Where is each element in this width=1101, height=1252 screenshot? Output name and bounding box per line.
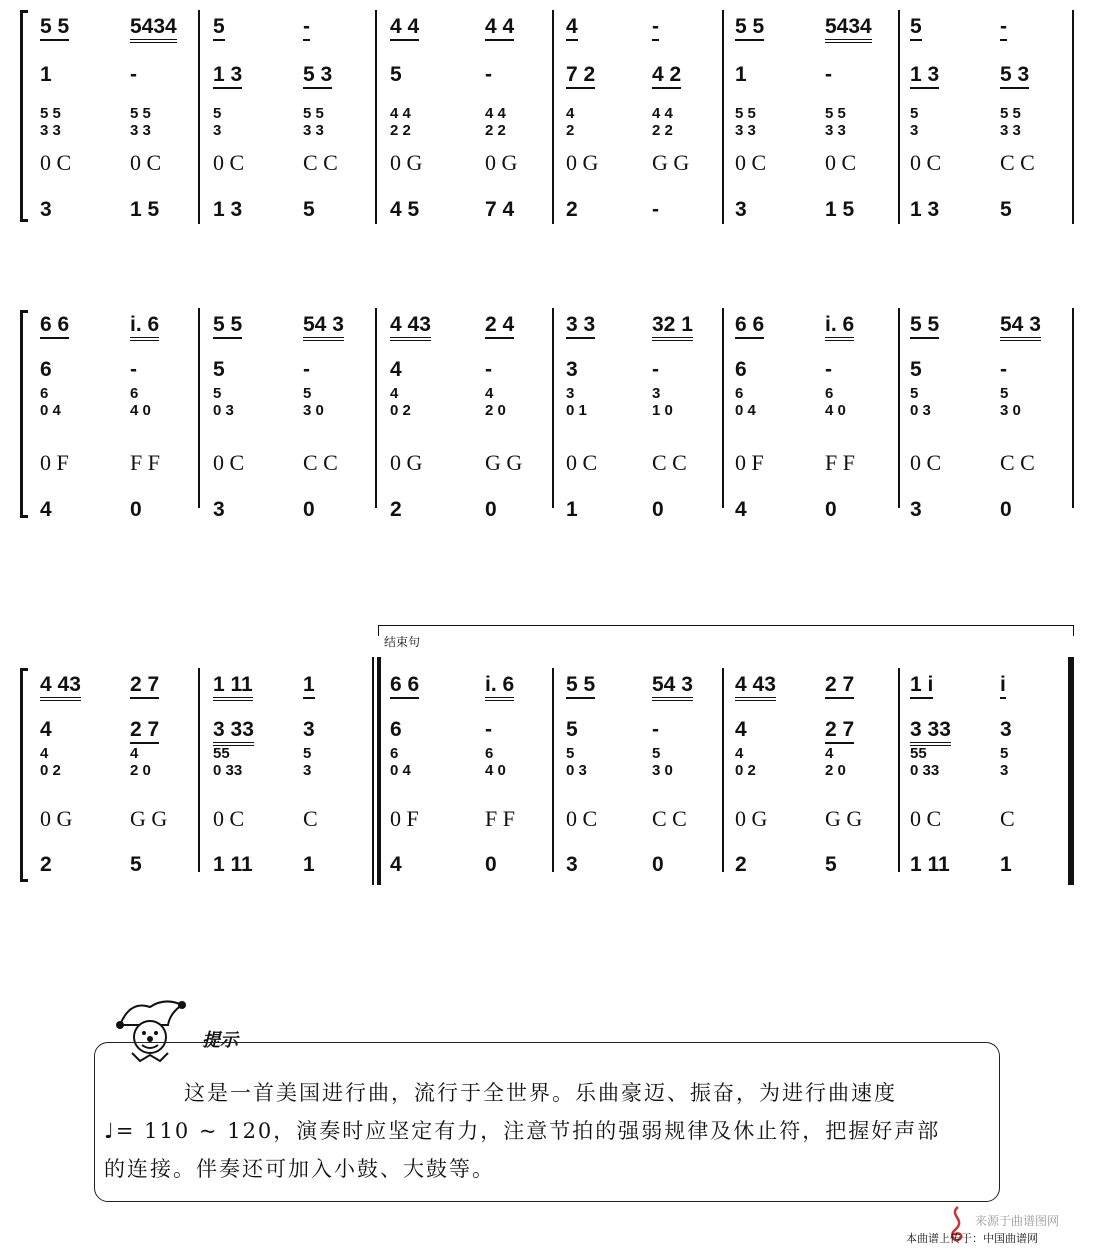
score-cell: C C — [1000, 450, 1035, 475]
score-cell: 4 — [735, 498, 747, 521]
score-cell: 4 4 2 2 — [390, 105, 411, 139]
score-cell: 3 — [1000, 718, 1012, 741]
score-cell: 2 — [390, 498, 402, 521]
score-cell: 4 — [735, 718, 747, 741]
score-cell: - — [303, 358, 310, 381]
score-cell: 0 F — [40, 450, 69, 475]
score-cell: 4 2 — [566, 105, 575, 139]
score-cell: 0 G — [566, 150, 599, 175]
score-cell: F F — [130, 450, 160, 475]
score-cell: 5 0 3 — [566, 745, 587, 779]
score-cell: 5 5 3 3 — [1000, 105, 1021, 139]
score-cell: 6 — [390, 718, 402, 741]
score-cell: 5 5 — [40, 15, 69, 41]
score-cell: 6 — [735, 358, 747, 381]
score-cell: 6 4 0 — [485, 745, 506, 779]
score-cell: 4 — [40, 498, 52, 521]
score-cell: 5 3 — [303, 745, 312, 779]
score-cell: 3 33 — [910, 718, 951, 746]
score-cell: 2 7 — [825, 718, 854, 744]
score-cell: 5434 — [130, 15, 177, 43]
score-cell: 4 2 — [652, 63, 681, 89]
score-cell: 1 3 — [213, 198, 243, 221]
score-cell: 4 2 0 — [825, 745, 846, 779]
score-cell: 3 — [566, 358, 578, 381]
score-cell: 5 5 3 3 — [303, 105, 324, 139]
score-cell: 3 1 0 — [652, 385, 673, 419]
score-cell: - — [130, 358, 137, 381]
score-cell: 0 — [485, 498, 497, 521]
score-cell: 1 11 — [910, 853, 950, 876]
score-cell: - — [1000, 358, 1007, 381]
watermark-text: 来源于曲谱图网 — [975, 1214, 1060, 1228]
score-cell: 5 — [825, 853, 837, 876]
score-cell: 1 11 — [213, 853, 253, 876]
score-cell: - — [825, 63, 832, 86]
score-cell: 0 — [130, 498, 142, 521]
score-cell: 0 — [485, 853, 497, 876]
score-cell: 1 3 — [910, 63, 939, 89]
barline — [375, 308, 377, 508]
score-cell: 5 3 — [1000, 745, 1009, 779]
score-cell: 0 C — [910, 806, 942, 831]
score-cell: 3 3 — [566, 313, 595, 339]
barline — [722, 10, 724, 224]
score-cell: 0 C — [130, 150, 162, 175]
score-cell: 3 — [40, 198, 52, 221]
score-cell: 1 11 — [213, 673, 253, 701]
score-cell: 5 5 3 3 — [130, 105, 151, 139]
score-cell: 0 C — [566, 450, 598, 475]
score-cell: 1 — [566, 498, 578, 521]
score-cell: 5 3 — [213, 105, 222, 139]
score-cell: 5 5 — [566, 673, 595, 699]
score-cell: 4 — [390, 358, 402, 381]
repeat-barline — [363, 657, 383, 885]
score-cell: - — [1000, 15, 1007, 41]
score-cell: 0 C — [825, 150, 857, 175]
score-cell: 4 5 — [390, 198, 420, 221]
score-cell: 0 G — [390, 450, 423, 475]
score-cell: i. 6 — [825, 313, 854, 341]
score-cell: i. 6 — [130, 313, 159, 341]
tip-line: ♩= 110 ~ 120，演奏时应坚定有力，注意节拍的强弱规律及休止符，把握好声部 — [104, 1119, 941, 1143]
score-cell: 55 0 33 — [213, 745, 243, 779]
score-cell: C C — [652, 806, 687, 831]
score-cell: 0 F — [735, 450, 764, 475]
score-cell: 54 3 — [1000, 313, 1041, 341]
barline — [722, 308, 724, 508]
score-cell: 5 — [130, 853, 142, 876]
score-cell: 4 43 — [390, 313, 431, 341]
final-barline — [1068, 657, 1074, 885]
score-cell: 5 — [213, 15, 225, 41]
score-cell: 6 0 4 — [40, 385, 61, 419]
score-cell: 6 6 — [735, 313, 764, 339]
score-cell: 5 0 3 — [213, 385, 234, 419]
score-cell: 4 2 0 — [485, 385, 506, 419]
system-bracket — [20, 668, 29, 882]
score-cell: 5 5 3 3 — [825, 105, 846, 139]
score-cell: 7 2 — [566, 63, 595, 89]
system-bracket — [20, 310, 29, 518]
score-cell: G G — [825, 806, 863, 831]
score-cell: 2 — [735, 853, 747, 876]
score-cell: 5434 — [825, 15, 872, 43]
tip-line: 这是一首美国进行曲，流行于全世界。乐曲豪迈、振奋，为进行曲速度 — [184, 1081, 897, 1105]
score-cell: C C — [1000, 150, 1035, 175]
footer-credit: 本曲谱上传于：中国曲谱网 — [906, 1233, 1038, 1245]
barline — [198, 668, 200, 872]
score-cell: - — [485, 358, 492, 381]
barline — [898, 10, 900, 224]
score-cell: G G — [652, 150, 690, 175]
tip-line: 的连接。伴奏还可加入小鼓、大鼓等。 — [104, 1157, 495, 1181]
score-cell: - — [652, 358, 659, 381]
score-cell: 2 7 — [130, 718, 159, 744]
score-cell: - — [485, 63, 492, 86]
score-cell: F F — [485, 806, 515, 831]
tip-title: 提示 — [202, 1030, 238, 1050]
score-cell: 0 — [652, 498, 664, 521]
score-cell: 5 — [566, 718, 578, 741]
score-cell: 55 0 33 — [910, 745, 940, 779]
ending-phrase-label: 结束句 — [384, 635, 421, 649]
score-cell: 0 — [652, 853, 664, 876]
score-cell: 1 — [303, 673, 315, 699]
score-cell: 0 C — [566, 806, 598, 831]
score-cell: C C — [303, 150, 338, 175]
score-cell: 6 6 — [40, 313, 69, 339]
score-cell: 6 0 4 — [390, 745, 411, 779]
score-cell: 4 — [390, 853, 402, 876]
score-cell: 5 3 — [910, 105, 919, 139]
score-cell: 5 5 — [910, 313, 939, 339]
score-cell: 2 4 — [485, 313, 514, 339]
score-cell: 3 0 1 — [566, 385, 587, 419]
barline — [552, 668, 554, 872]
score-cell: C C — [303, 450, 338, 475]
score-cell: 1 i — [910, 673, 933, 699]
score-cell: 3 — [910, 498, 922, 521]
score-cell: 5 3 0 — [303, 385, 324, 419]
ending-phrase-bracket — [378, 625, 1074, 636]
score-cell: 1 5 — [825, 198, 855, 221]
score-cell: 4 4 2 2 — [485, 105, 506, 139]
score-cell: 5 5 — [213, 313, 242, 339]
score-cell: 0 F — [390, 806, 419, 831]
score-cell: 1 — [1000, 853, 1012, 876]
score-cell: 5 3 — [1000, 63, 1029, 89]
score-cell: 0 — [303, 498, 315, 521]
score-cell: 3 33 — [213, 718, 254, 746]
barline — [1072, 10, 1074, 224]
score-cell: 4 2 0 — [130, 745, 151, 779]
score-cell: 7 4 — [485, 198, 515, 221]
score-cell: 6 6 — [390, 673, 419, 699]
score-cell: - — [130, 63, 137, 86]
score-cell: 5 — [910, 358, 922, 381]
barline — [552, 308, 554, 508]
score-cell: 0 — [1000, 498, 1012, 521]
score-cell: i — [1000, 673, 1006, 699]
barline — [552, 10, 554, 224]
score-cell: 3 — [213, 498, 225, 521]
barline — [198, 308, 200, 508]
score-cell: 0 C — [910, 150, 942, 175]
score-cell: 1 3 — [910, 198, 940, 221]
score-cell: 0 G — [40, 806, 73, 831]
score-cell: 0 C — [910, 450, 942, 475]
score-cell: 0 — [825, 498, 837, 521]
score-cell: 4 0 2 — [735, 745, 756, 779]
score-cell: 5 5 — [735, 15, 764, 41]
barline — [898, 308, 900, 508]
score-cell: 4 4 — [390, 15, 419, 41]
score-cell: 5 5 3 3 — [40, 105, 61, 139]
score-cell: 0 C — [40, 150, 72, 175]
score-cell: 54 3 — [303, 313, 344, 341]
barline — [1072, 308, 1074, 508]
score-cell: 6 0 4 — [735, 385, 756, 419]
score-cell: 3 — [735, 198, 747, 221]
score-cell: F F — [825, 450, 855, 475]
score-cell: 4 0 2 — [40, 745, 61, 779]
score-cell: G G — [130, 806, 168, 831]
barline — [722, 668, 724, 872]
score-cell: C C — [652, 450, 687, 475]
score-cell: 5 — [303, 198, 315, 221]
tip-text — [104, 1074, 988, 1188]
score-cell: 6 4 0 — [130, 385, 151, 419]
score-cell: 4 — [566, 15, 578, 41]
score-cell: 1 — [735, 63, 747, 86]
score-cell: - — [485, 718, 492, 741]
score-cell: 5 — [1000, 198, 1012, 221]
score-cell: 1 5 — [130, 198, 160, 221]
score-cell: - — [652, 15, 659, 41]
score-cell: 54 3 — [652, 673, 693, 701]
score-cell: 0 C — [213, 150, 245, 175]
score-cell: 1 — [303, 853, 315, 876]
system-bracket — [20, 10, 29, 222]
score-cell: C — [1000, 806, 1015, 831]
score-cell: 4 43 — [40, 673, 81, 701]
score-cell: 5 5 3 3 — [735, 105, 756, 139]
score-cell: 0 G — [735, 806, 768, 831]
score-cell: 2 — [566, 198, 578, 221]
barline — [375, 10, 377, 224]
score-cell: 6 — [40, 358, 52, 381]
score-cell: i. 6 — [485, 673, 514, 701]
score-cell: 0 G — [485, 150, 518, 175]
barline — [898, 668, 900, 872]
score-cell: 2 — [40, 853, 52, 876]
score-cell: 4 — [40, 718, 52, 741]
score-cell: 6 4 0 — [825, 385, 846, 419]
score-cell: 0 C — [213, 450, 245, 475]
score-cell: 32 1 — [652, 313, 693, 341]
score-cell: 3 — [303, 718, 315, 741]
score-cell: 1 3 — [213, 63, 242, 89]
score-cell: 4 0 2 — [390, 385, 411, 419]
score-cell: 5 — [390, 63, 402, 86]
score-cell: 4 4 2 2 — [652, 105, 673, 139]
score-cell: 5 3 0 — [652, 745, 673, 779]
score-cell: 3 — [566, 853, 578, 876]
barline — [198, 10, 200, 224]
score-cell: 0 C — [735, 150, 767, 175]
score-cell: 1 — [40, 63, 52, 86]
score-cell: 5 3 0 — [1000, 385, 1021, 419]
score-cell: 5 3 — [303, 63, 332, 89]
score-cell: 5 0 3 — [910, 385, 931, 419]
score-cell: 5 — [213, 358, 225, 381]
score-cell: 2 7 — [130, 673, 159, 699]
score-cell: 4 43 — [735, 673, 776, 701]
score-cell: 0 G — [390, 150, 423, 175]
score-cell: - — [303, 15, 310, 41]
score-cell: 0 C — [213, 806, 245, 831]
score-cell: 4 4 — [485, 15, 514, 41]
score-cell: 5 — [910, 15, 922, 41]
score-cell: 2 7 — [825, 673, 854, 699]
score-cell: C — [303, 806, 318, 831]
score-cell: - — [652, 718, 659, 741]
score-cell: - — [825, 358, 832, 381]
score-cell: G G — [485, 450, 523, 475]
score-cell: - — [652, 198, 659, 221]
